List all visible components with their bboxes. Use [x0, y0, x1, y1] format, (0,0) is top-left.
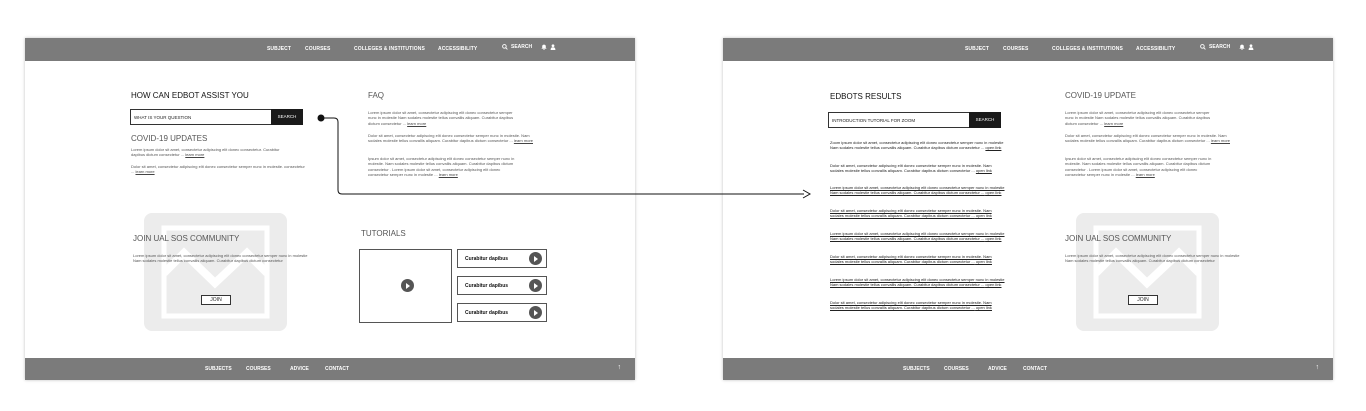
open-link[interactable]: open link [975, 305, 992, 311]
community-title: JOIN UAL SOS COMMUNITY [133, 234, 240, 243]
open-link[interactable]: open link [985, 236, 1002, 242]
covid-item-2: Dolor sit amet, consectetur adipiscing elit donec consectetur semper nunc in molestie. consectetur ... learn more [131, 164, 305, 175]
search-label: SEARCH [1209, 44, 1231, 50]
result-item[interactable]: Dolor sit amet, consectetur adipiscing elit donec consectetur semper nunc in molestie. Nam sodales molestie tellus convallis aliquam. Curabitur dapibus dictum consectetur ... open link [830, 254, 992, 265]
tutorial-item[interactable]: Curabitur dapibus [457, 276, 547, 295]
covid-item-1: Lorem ipsum dolor sit amet, consectetur adipiscing elit donec consectetur semper nunc in molestie Nam sodales molestie tellus convallis aliquam. Curabitur dapibus dictum consectetur ... learn more [1065, 110, 1211, 126]
footer-subjects[interactable]: SUBJECTS [205, 366, 232, 372]
nav-courses[interactable]: COURSES [305, 46, 331, 52]
results-title: EDBOTS RESULTS [830, 92, 902, 101]
learn-more-link[interactable]: learn more [1135, 171, 1155, 177]
footer-courses[interactable]: COURSES [246, 366, 271, 372]
faq-item-1: Lorem ipsum dolor sit amet, consectetur adipiscing elit donec consectetur semper nunc in molestie Nam sodales molestie tellus convallis aliquam. Curabitur dapibus dictum consectetur ... learn more [368, 110, 514, 126]
nav-accessibility[interactable]: ACCESSIBILITY [438, 46, 478, 52]
result-item[interactable]: Lorem ipsum dolor sit amet, consectetur adipiscing elit donec consectetur semper nunc in molestie Nam sodales molestie tellus convallis aliquam. Curabitur dapibus dictum consectetur ... open link [830, 277, 1005, 288]
faq-item-2: Dolor sit amet, consectetur adipiscing elit donec consectetur semper nunc in molestie. Nam sodales molestie tellus convallis aliquam. Curabitur dapibus dictum consectetur ... learn more [368, 133, 533, 144]
nav-colleges[interactable]: COLLEGES & INSTITUTIONS [1052, 46, 1123, 52]
join-button[interactable]: JOIN [1128, 295, 1158, 305]
covid-item-2: Dolor sit amet, consectetur adipiscing elit donec consectetur semper nunc in molestie. Nam sodales molestie tellus convallis aliquam. Curabitur dapibus dictum consectetur ... learn more [1065, 133, 1230, 144]
learn-more-link[interactable]: learn more [438, 171, 458, 177]
covid-title: COVID-19 UPDATE [1065, 91, 1136, 100]
result-item[interactable]: Lorem ipsum dolor sit amet, consectetur adipiscing elit donec consectetur semper nunc in molestie Nam sodales molestie tellus convallis aliquam. Curabitur dapibus dictum consectetur ... open link [830, 231, 1005, 242]
community-text: Lorem ipsum dolor sit amet, consectetur adipiscing elit donec consectetur semper nunc in molestie Nam sodales molestie tellus convallis aliquam. Curabitur dapibus dictum consectetur [1065, 253, 1240, 264]
search-label: SEARCH [511, 44, 533, 50]
faq-item-3: Ipsum dolor sit amet, consectetur adipiscing elit donec consectetur semper nunc in molestie. Nam sodales molestie tellus convallis aliquam. Curabitur dapibus dictum consectetur . Lorem ipsum dolor sit amet, consectetur adipiscing elit donec consectetur semper nunc in molestie ... learn more [368, 156, 515, 177]
assist-title: HOW CAN EDBOT ASSIST YOU [131, 91, 249, 100]
footer-advice[interactable]: ADVICE [988, 366, 1007, 372]
result-item[interactable]: Dolor sit amet, consectetur adipiscing elit donec consectetur semper nunc in molestie. Nam sodales molestie tellus convallis aliquam. Curabitur dapibus dictum consectetur ... open link [830, 300, 992, 311]
join-button[interactable]: JOIN [201, 295, 231, 305]
covid-item-1: Lorem ipsum dolor sit amet, consectetur adipiscing elit donec consectetur. Curabitur dapibus dictum consectetur ... learn more [131, 147, 280, 158]
question-input[interactable]: INTRODUCTION TUTORIAL FOR ZOOM [832, 118, 916, 123]
open-link[interactable]: open link [985, 145, 1002, 151]
arrow-head [803, 190, 810, 198]
tutorials-title: TUTORIALS [361, 229, 406, 238]
nav-subject[interactable]: SUBJECT [965, 46, 990, 52]
footer-subjects[interactable]: SUBJECTS [903, 366, 930, 372]
result-item[interactable]: Dolor sit amet, consectetur adipiscing elit donec consectetur semper nunc in molestie. Nam sodales molestie tellus convallis aliquam. Curabitur dapibus dictum consectetur ... open link [830, 163, 992, 174]
learn-more-link[interactable]: learn more [407, 120, 427, 126]
tutorial-item[interactable]: Curabitur dapibus [457, 303, 547, 322]
faq-title: FAQ [368, 91, 385, 100]
result-item[interactable]: Lorem ipsum dolor sit amet, consectetur adipiscing elit donec consectetur semper nunc in molestie Nam sodales molestie tellus convallis aliquam. Curabitur dapibus dictum consectetur ... open link [830, 185, 1005, 196]
learn-more-link[interactable]: learn more [135, 169, 155, 175]
learn-more-link[interactable]: learn more [513, 138, 533, 144]
nav-courses[interactable]: COURSES [1003, 46, 1029, 52]
learn-more-link[interactable]: learn more [1210, 138, 1230, 144]
back-to-top-icon[interactable]: ↑ [1315, 364, 1319, 371]
open-link[interactable]: open link [975, 259, 992, 265]
search-button[interactable]: SEARCH [969, 112, 1001, 128]
footer-courses[interactable]: COURSES [944, 366, 969, 372]
nav-subject[interactable]: SUBJECT [267, 46, 292, 52]
community-title: JOIN UAL SOS COMMUNITY [1065, 234, 1172, 243]
nav-accessibility[interactable]: ACCESSIBILITY [1136, 46, 1176, 52]
result-item[interactable]: Dolor sit amet, consectetur adipiscing elit donec consectetur semper nunc in molestie. Nam sodales molestie tellus convallis aliquam. Curabitur dapibus dictum consectetur ... open link [830, 208, 992, 219]
covid-item-3: Ipsum dolor sit amet, consectetur adipiscing elit donec consectetur semper nunc in molestie. Nam sodales molestie tellus convallis aliquam. Curabitur dapibus dictum consectetur . Lorem ipsum dolor sit amet, consectetur adipiscing elit donec consectetur semper nunc in molestie ... learn more [1065, 156, 1212, 177]
nav-colleges[interactable]: COLLEGES & INSTITUTIONS [354, 46, 425, 52]
question-input[interactable]: WHAT IS YOUR QUESTION [134, 115, 192, 120]
back-to-top-icon[interactable]: ↑ [617, 364, 621, 371]
community-text: Lorem ipsum dolor sit amet, consectetur adipiscing elit donec consectetur semper nunc in molestie Nam sodales molestie tellus convallis aliquam. Curabitur dapibus dictum consectetur [133, 253, 308, 264]
footer-contact[interactable]: CONTACT [325, 366, 350, 372]
covid-title: COVID-19 UPDATES [131, 134, 208, 143]
open-link[interactable]: open link [975, 168, 992, 174]
learn-more-link[interactable]: learn more [1104, 120, 1124, 126]
result-item[interactable]: Zoom ipsum dolor sit amet, consectetur adipiscing elit donec consectetur semper nunc in molestie Nam sodales molestie tellus convallis aliquam. Curabitur dapibus dictum consectetur ... open link [830, 140, 1004, 151]
open-link[interactable]: open link [985, 190, 1002, 196]
learn-more-link[interactable]: learn more [185, 152, 205, 158]
open-link[interactable]: open link [975, 213, 992, 219]
footer-contact[interactable]: CONTACT [1023, 366, 1048, 372]
tutorial-item[interactable]: Curabitur dapibus [457, 249, 547, 268]
search-button[interactable]: SEARCH [271, 109, 303, 125]
footer-advice[interactable]: ADVICE [290, 366, 309, 372]
open-link[interactable]: open link [985, 282, 1002, 288]
